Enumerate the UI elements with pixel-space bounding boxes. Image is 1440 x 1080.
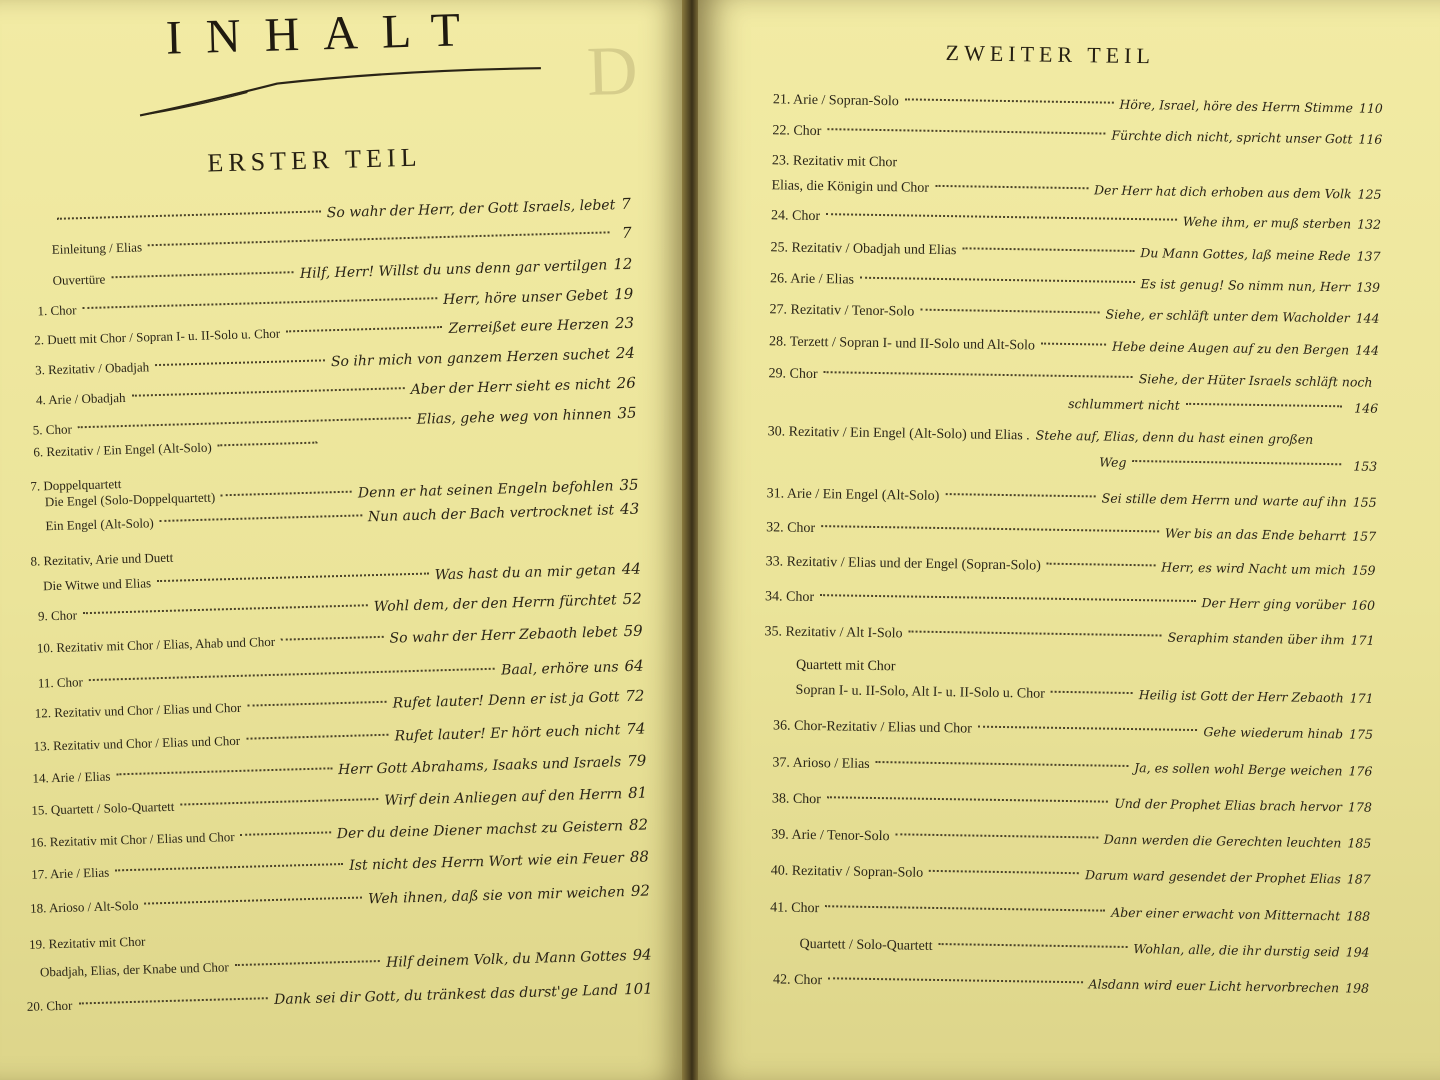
entry-title: Heilig ist Gott der Herr Zebaoth bbox=[1138, 687, 1344, 706]
entry-label: 25. Rezitativ / Obadjah und Elias bbox=[770, 240, 957, 259]
toc-entry bbox=[52, 224, 632, 258]
entry-title: Hilf deinem Volk, du Mann Gottes bbox=[385, 948, 627, 971]
dot-leader bbox=[115, 863, 343, 871]
part-one-title: ERSTER TEIL bbox=[207, 142, 422, 178]
dot-leader bbox=[825, 905, 1105, 911]
dot-leader bbox=[218, 442, 318, 447]
entry-page: 146 bbox=[1354, 400, 1379, 416]
entry-page: 64 bbox=[624, 656, 644, 676]
dot-leader bbox=[826, 213, 1177, 221]
entry-label: 11. Chor bbox=[37, 674, 84, 691]
toc-entry bbox=[773, 91, 1383, 118]
entry-page: 132 bbox=[1357, 216, 1382, 232]
entry-page: 144 bbox=[1355, 310, 1380, 326]
dot-leader bbox=[57, 210, 321, 219]
dot-leader bbox=[929, 870, 1079, 874]
dot-leader bbox=[78, 997, 268, 1004]
entry-title: Ja, es sollen wohl Berge weichen bbox=[1134, 760, 1343, 779]
entry-title: Darum ward gesendet der Prophet Elias bbox=[1084, 867, 1341, 887]
entry-title: Weg bbox=[1099, 454, 1127, 470]
entry-title: Fürchte dich nicht, spricht unser Gott bbox=[1111, 127, 1353, 147]
dot-leader bbox=[962, 247, 1134, 252]
entry-label: 37. Arioso / Elias bbox=[772, 755, 870, 772]
toc-entry bbox=[772, 754, 1372, 780]
toc-entry bbox=[38, 590, 642, 625]
right-page-content bbox=[698, 0, 1440, 1080]
dot-leader bbox=[909, 631, 1162, 637]
entry-page: 92 bbox=[630, 881, 651, 901]
entry-label: Sopran I- u. II-Solo, Alt I- u. II-Solo u. Chor bbox=[795, 682, 1045, 702]
toc-entry bbox=[765, 553, 1375, 580]
toc-entry bbox=[32, 752, 646, 787]
toc-entry bbox=[1068, 396, 1378, 416]
entry-label: 41. Chor bbox=[770, 900, 820, 917]
dot-leader bbox=[247, 701, 387, 707]
entry-page: 160 bbox=[1351, 597, 1376, 613]
entry-label: 18. Arioso / Alt-Solo bbox=[29, 897, 139, 916]
toc-entry bbox=[764, 623, 1374, 650]
dot-leader bbox=[820, 594, 1196, 602]
toc-entry bbox=[769, 333, 1379, 360]
toc-entry bbox=[772, 790, 1372, 816]
dot-leader bbox=[1186, 403, 1342, 407]
entry-title: Ist nicht des Herrn Wort wie ein Feuer bbox=[349, 850, 625, 874]
dot-leader bbox=[241, 831, 331, 836]
entry-page: 23 bbox=[614, 313, 635, 333]
entry-page: 35 bbox=[619, 475, 639, 495]
dot-leader bbox=[155, 359, 325, 366]
toc-entry bbox=[27, 979, 653, 1014]
entry-label: 21. Arie / Sopran-Solo bbox=[772, 92, 899, 110]
toc-entry bbox=[767, 485, 1377, 512]
entry-page: 44 bbox=[621, 559, 642, 579]
part-two-title: ZWEITER TEIL bbox=[945, 40, 1156, 69]
dot-leader bbox=[824, 371, 1133, 378]
entry-title: So wahr der Herr Zebaoth lebet bbox=[389, 624, 618, 647]
dot-leader bbox=[83, 604, 368, 614]
entry-label: 10. Rezitativ mit Chor / Elias, Ahab und Chor bbox=[36, 633, 276, 656]
dot-leader bbox=[1041, 343, 1106, 346]
entry-page: 188 bbox=[1346, 908, 1371, 924]
entry-title: So wahr der Herr, der Gott Israels, lebet bbox=[326, 197, 616, 222]
dot-leader bbox=[905, 98, 1114, 103]
dot-leader bbox=[116, 767, 332, 775]
entry-title: Dank sei dir Gott, du tränkest das durst'ge Land bbox=[273, 982, 619, 1009]
entry-label: 32. Chor bbox=[766, 520, 816, 537]
entry-label: Einleitung / Elias bbox=[51, 239, 143, 257]
entry-title: Es ist genug! So nimm nun, Herr bbox=[1140, 276, 1351, 295]
entry-title: Wohlan, alle, die ihr durstig seid bbox=[1133, 941, 1340, 960]
entry-label: 35. Rezitativ / Alt I-Solo bbox=[764, 624, 903, 642]
entry-page: 88 bbox=[629, 847, 650, 867]
entry-title: Aber einer erwacht von Mitternacht bbox=[1111, 904, 1341, 924]
entry-page: 7 bbox=[621, 223, 632, 243]
entry-title: Zerreißet eure Herzen bbox=[448, 316, 610, 337]
toc-entry bbox=[765, 588, 1375, 615]
entry-page: 110 bbox=[1358, 100, 1383, 116]
entry-page: 171 bbox=[1350, 632, 1375, 648]
dot-leader bbox=[920, 309, 1099, 314]
entry-label: 5. Chor bbox=[32, 421, 73, 438]
entry-title: So ihr mich von ganzem Herzen suchet bbox=[330, 346, 611, 371]
toc-entry bbox=[33, 720, 645, 755]
dot-leader bbox=[78, 417, 411, 428]
entry-page: 157 bbox=[1352, 528, 1377, 544]
dot-leader bbox=[82, 297, 437, 309]
entry-label: 36. Chor-Rezitativ / Elias und Chor bbox=[772, 718, 972, 737]
dot-leader bbox=[1132, 460, 1341, 465]
entry-label: 28. Terzett / Sopran I- und II-Solo und Alt-Solo bbox=[768, 334, 1036, 354]
dot-leader bbox=[827, 796, 1108, 802]
entry-title: schlummert nicht bbox=[1068, 395, 1180, 413]
toc-entry bbox=[30, 816, 648, 851]
toc-entry bbox=[38, 657, 644, 692]
toc-entry bbox=[766, 519, 1376, 546]
entry-title: Weh ihnen, daß sie von mir weichen bbox=[367, 884, 626, 908]
toc-entry bbox=[772, 122, 1382, 149]
entry-label: Ouvertüre bbox=[52, 271, 106, 288]
dot-leader bbox=[1047, 563, 1155, 567]
dot-leader bbox=[89, 668, 495, 681]
entry-page: 82 bbox=[628, 815, 649, 835]
toc-entry bbox=[795, 682, 1373, 708]
entry-page: 137 bbox=[1356, 248, 1381, 264]
entry-page: 101 bbox=[623, 979, 653, 999]
left-page-content bbox=[0, 0, 684, 1080]
entry-title: Herr, es wird Nacht um mich bbox=[1161, 559, 1346, 578]
entry-label: 24. Chor bbox=[770, 208, 821, 225]
toc-entry bbox=[33, 436, 323, 460]
entry-title: Du Mann Gottes, laß meine Rede bbox=[1140, 245, 1351, 264]
dot-leader bbox=[235, 960, 380, 966]
entry-label: 42. Chor bbox=[772, 972, 823, 989]
entry-title: Gehe wiederum hinab bbox=[1203, 724, 1344, 742]
dot-leader bbox=[180, 798, 378, 806]
toc-entry bbox=[36, 374, 636, 409]
page-heading: INHALT bbox=[165, 2, 485, 65]
entry-title: Sei stille dem Herrn und warte auf ihn bbox=[1101, 490, 1347, 510]
dot-leader bbox=[157, 573, 429, 583]
dot-leader bbox=[160, 514, 362, 522]
toc-entry bbox=[769, 301, 1379, 328]
entry-page: 43 bbox=[619, 499, 640, 519]
entry-title: Herr, höre unser Gebet bbox=[442, 287, 609, 309]
toc-entry bbox=[771, 826, 1371, 852]
entry-title: Hebe deine Augen auf zu den Bergen bbox=[1111, 338, 1350, 358]
toc-entry bbox=[31, 784, 647, 819]
dot-leader bbox=[281, 636, 383, 641]
toc-entry bbox=[37, 622, 643, 657]
entry-title: Wohl dem, der den Herrn fürchtet bbox=[373, 592, 617, 616]
toc-entry bbox=[773, 717, 1373, 743]
entry-title: Und der Prophet Elias brach hervor bbox=[1114, 795, 1343, 815]
entry-page: 175 bbox=[1349, 726, 1374, 742]
entry-page: 185 bbox=[1347, 835, 1372, 851]
entry-label: 39. Arie / Tenor-Solo bbox=[771, 827, 890, 845]
entry-page: 12 bbox=[613, 254, 633, 274]
entry-page: 176 bbox=[1348, 763, 1373, 779]
entry-page: 26 bbox=[616, 373, 636, 393]
entry-label: 30. Rezitativ / Ein Engel (Alt-Solo) und Elias . bbox=[767, 424, 1030, 444]
section-heading: 7. Doppelquartett bbox=[30, 476, 122, 494]
entry-title: Wehe ihm, er muß sterben bbox=[1182, 213, 1352, 232]
entry-page: 159 bbox=[1351, 562, 1376, 578]
entry-title: Seraphim standen über ihm bbox=[1167, 629, 1345, 648]
dot-leader bbox=[827, 128, 1105, 134]
entry-label: Quartett / Solo-Quartett bbox=[799, 936, 933, 954]
toc-entry bbox=[1099, 454, 1377, 473]
dot-leader bbox=[246, 734, 389, 740]
entry-page: 153 bbox=[1353, 458, 1378, 474]
entry-title: Baal, erhöre uns bbox=[500, 659, 619, 679]
dot-leader bbox=[828, 977, 1083, 983]
dot-leader bbox=[144, 897, 362, 905]
dot-leader bbox=[939, 943, 1128, 948]
entry-label: 29. Chor bbox=[768, 366, 818, 383]
dot-leader bbox=[131, 387, 404, 397]
dot-leader bbox=[221, 491, 352, 497]
entry-page: 79 bbox=[626, 751, 647, 771]
toc-entry bbox=[771, 207, 1381, 234]
entry-page: 125 bbox=[1357, 186, 1382, 202]
entry-page: 144 bbox=[1355, 342, 1380, 358]
entry-title: Rufet lauter! Denn er ist ja Gott bbox=[392, 689, 620, 712]
dot-leader bbox=[148, 231, 610, 246]
entry-title: Wirf dein Anliegen auf den Herrn bbox=[384, 786, 623, 809]
entry-title: Dann werden die Gerechten leuchten bbox=[1103, 831, 1342, 851]
heading-flourish bbox=[137, 64, 543, 119]
toc-entry bbox=[52, 255, 632, 289]
entry-page: 116 bbox=[1358, 131, 1383, 147]
toc-entry bbox=[34, 687, 644, 722]
toc-entry bbox=[799, 936, 1369, 962]
toc-entry bbox=[768, 423, 1378, 450]
entry-label: Elias, die Königin und Chor bbox=[771, 178, 930, 196]
entry-label: Ein Engel (Alt-Solo) bbox=[45, 515, 154, 534]
section-heading: 23. Rezitativ mit Chor bbox=[771, 153, 898, 171]
toc-entry bbox=[771, 177, 1381, 204]
entry-page: 171 bbox=[1349, 690, 1374, 706]
entry-page: 178 bbox=[1347, 799, 1372, 815]
dot-leader bbox=[286, 326, 443, 332]
toc-entry bbox=[37, 285, 633, 320]
entry-label: 40. Rezitativ / Sopran-Solo bbox=[770, 863, 924, 881]
dot-leader bbox=[978, 726, 1198, 731]
entry-label: 12. Rezitativ und Chor / Elias und Chor bbox=[34, 699, 242, 721]
entry-title: Wer bis an das Ende beharrt bbox=[1164, 525, 1347, 544]
entry-page: 19 bbox=[613, 284, 634, 304]
toc-entry bbox=[33, 404, 637, 439]
toc-entry bbox=[770, 899, 1370, 925]
entry-label: 26. Arie / Elias bbox=[769, 271, 855, 288]
entry-page: 187 bbox=[1346, 871, 1371, 887]
entry-label: 16. Rezitativ mit Chor / Elias und Chor bbox=[30, 829, 235, 850]
entry-page: 74 bbox=[626, 719, 646, 739]
entry-title: Herr Gott Abrahams, Isaaks und Israels bbox=[337, 754, 622, 779]
entry-label: 6. Rezitativ / Ein Engel (Alt-Solo) bbox=[33, 439, 212, 460]
entry-page: 59 bbox=[623, 621, 643, 641]
entry-label: 33. Rezitativ / Elias und der Engel (Sopran-Solo) bbox=[765, 554, 1041, 574]
entry-title: Rufet lauter! Er hört euch nicht bbox=[394, 722, 621, 745]
dot-leader bbox=[111, 271, 294, 278]
dot-leader bbox=[945, 493, 1095, 497]
dot-leader bbox=[860, 277, 1135, 283]
toc-entry bbox=[770, 270, 1380, 297]
entry-label: 20. Chor bbox=[26, 997, 73, 1014]
entry-title: Der Herr hat dich erhoben aus dem Volk bbox=[1093, 182, 1352, 202]
entry-label: Die Witwe und Elias bbox=[42, 575, 152, 594]
toc-entry bbox=[771, 862, 1371, 888]
toc-entry bbox=[34, 314, 634, 349]
section-heading: Quartett mit Chor bbox=[795, 657, 896, 675]
entry-page: 24 bbox=[615, 343, 636, 363]
toc-entry bbox=[51, 195, 631, 229]
entry-label: 4. Arie / Obadjah bbox=[35, 389, 126, 408]
entry-label: 2. Duett mit Chor / Sopran I- u. II-Solo u. Chor bbox=[34, 325, 281, 348]
toc-entry bbox=[31, 848, 649, 883]
entry-title: Hilf, Herr! Willst du uns denn gar vertilgen bbox=[299, 257, 608, 283]
right-page bbox=[698, 0, 1440, 1080]
entry-label: 17. Arie / Elias bbox=[31, 864, 110, 882]
entry-page: 52 bbox=[622, 589, 643, 609]
entry-title: Nun auch der Bach vertrocknet ist bbox=[367, 502, 615, 526]
dot-leader bbox=[821, 525, 1159, 532]
entry-label: Die Engel (Solo-Doppelquartett) bbox=[44, 489, 216, 510]
entry-label: 34. Chor bbox=[764, 589, 815, 606]
entry-label: 15. Quartett / Solo-Quartett bbox=[31, 798, 175, 818]
entry-label: 31. Arie / Ein Engel (Alt-Solo) bbox=[766, 486, 940, 504]
section-heading: 19. Rezitativ mit Chor bbox=[28, 933, 146, 952]
entry-page: 72 bbox=[625, 686, 645, 706]
toc-entry bbox=[770, 239, 1380, 266]
entry-label: 27. Rezitativ / Tenor-Solo bbox=[769, 302, 915, 320]
entry-label: 13. Rezitativ und Chor / Elias und Chor bbox=[33, 732, 241, 754]
entry-label: Obadjah, Elias, der Knabe und Chor bbox=[39, 959, 229, 980]
entry-page: 155 bbox=[1352, 494, 1377, 510]
toc-entry bbox=[35, 344, 635, 379]
entry-label: 3. Rezitativ / Obadjah bbox=[34, 359, 150, 378]
entry-page: 35 bbox=[617, 403, 637, 423]
toc-entry bbox=[40, 945, 652, 980]
entry-title: Alsdann wird euer Licht hervorbrechen bbox=[1088, 976, 1340, 996]
entry-title: Denn er hat seinen Engeln befohlen bbox=[357, 478, 614, 502]
left-page bbox=[0, 0, 684, 1080]
bleed-through-letter: D bbox=[585, 32, 639, 111]
toc-entry bbox=[773, 971, 1369, 997]
entry-page: 7 bbox=[620, 194, 631, 214]
entry-label: 14. Arie / Elias bbox=[32, 768, 111, 786]
dot-leader bbox=[1051, 691, 1133, 694]
dot-leader bbox=[876, 761, 1129, 767]
entry-title: Siehe, er schläft unter dem Wacholder bbox=[1105, 306, 1350, 326]
entry-label: 38. Chor bbox=[771, 791, 822, 808]
section-heading: 8. Rezitativ, Arie und Duett bbox=[30, 549, 174, 569]
entry-page: 94 bbox=[632, 945, 652, 964]
dot-leader bbox=[935, 185, 1088, 189]
dot-leader bbox=[896, 833, 1098, 838]
entry-label: 9. Chor bbox=[37, 607, 78, 624]
entry-label: 22. Chor bbox=[772, 123, 822, 140]
entry-page: 198 bbox=[1345, 980, 1370, 996]
toc-entry bbox=[768, 365, 1378, 392]
entry-title: Stehe auf, Elias, denn du hast einen großen bbox=[1035, 427, 1314, 447]
entry-title: Der Herr ging vorüber bbox=[1201, 595, 1346, 613]
entry-label: 1. Chor bbox=[37, 302, 77, 319]
entry-page: 194 bbox=[1345, 944, 1370, 960]
entry-title: Was hast du an mir getan bbox=[434, 562, 617, 584]
entry-title: Siehe, der Hüter Israels schläft noch bbox=[1138, 371, 1373, 390]
toc-entry bbox=[30, 881, 650, 916]
entry-page: 81 bbox=[627, 783, 648, 803]
entry-title: Aber der Herr sieht es nicht bbox=[410, 376, 611, 398]
entry-page: 139 bbox=[1356, 279, 1381, 295]
entry-title: Höre, Israel, höre des Herrn Stimme bbox=[1119, 96, 1354, 116]
entry-title: Elias, gehe weg von hinnen bbox=[416, 406, 612, 428]
entry-title: Der du deine Diener machst zu Geistern bbox=[336, 818, 624, 843]
